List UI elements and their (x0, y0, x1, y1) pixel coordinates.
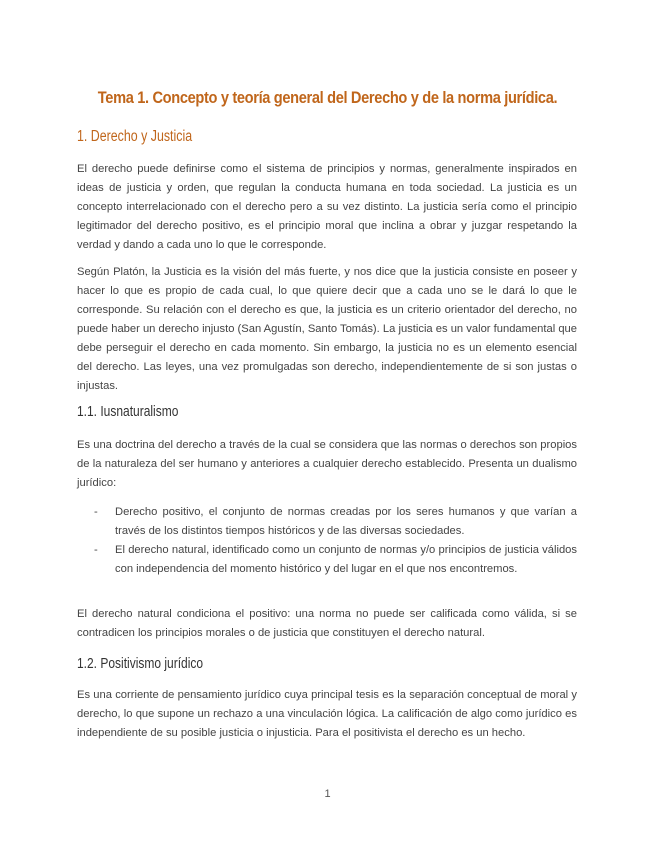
paragraph-derecho-definicion: El derecho puede definirse como el sistema de principios y normas, generalmente inspirados en ideas de justicia y orden, que regulan la conducta humana en toda sociedad. La justicia es un concepto interrelacionado con el derecho pero a su vez distinto. La justicia sería como el principio legitimador del derecho positivo, es el principio moral que inclina a obrar y juzgar respetando la verdad y dando a cada uno lo que le corresponde. (77, 163, 577, 251)
document-title: Tema 1. Concepto y teoría general del Derecho y de la norma jurídica. (97, 88, 558, 107)
section-heading-iusnaturalismo: 1.1. Iusnaturalismo (77, 403, 179, 420)
paragraph-iusnaturalismo-intro: Es una doctrina del derecho a través de la cual se considera que las normas o derechos son propios de la naturaleza del ser humano y anteriores a cualquier derecho establecido. Presenta un dualismo jurídico: (77, 439, 577, 489)
paragraph-derecho-natural: El derecho natural condiciona el positivo: una norma no puede ser calificada como válida, si se contradicen los principios morales o de justicia que constituyen el derecho natural. (77, 608, 577, 639)
list-item (77, 541, 577, 579)
section-heading-derecho-justicia: 1. Derecho y Justicia (77, 128, 193, 145)
page-number: 1 (324, 788, 331, 800)
paragraph-positivismo: Es una corriente de pensamiento jurídico cuya principal tesis es la separación conceptual de moral y derecho, lo que supone un rechazo a una vinculación lógica. La calificación de algo como jurídico es independiente de su posible justicia o injusticia. Para el positivista el derecho es un hecho. (77, 689, 577, 739)
list-item-text: El derecho natural, identificado como un conjunto de normas y/o principios de justicia válidos con independencia del momento histórico y del lugar en el que nos encontremos. (115, 544, 577, 575)
section-heading-positivismo: 1.2. Positivismo jurídico (77, 655, 204, 672)
list-item-text: Derecho positivo, el conjunto de normas creadas por los seres humanos y que varían a través de los distintos tiempos históricos y de las diversas sociedades. (115, 506, 577, 537)
bullet-dash: - (94, 544, 98, 556)
dualism-list (77, 503, 577, 579)
paragraph-platon-justicia: Según Platón, la Justicia es la visión del más fuerte, y nos dice que la justicia consiste en poseer y hacer lo que es propio de cada cual, lo que quiere decir que a cada uno se le dará lo que le corresponde. Su relación con el derecho es que, la justicia es un criterio orientador del derecho, no puede haber un derecho injusto (San Agustín, Santo Tomás). La justicia es un valor fundamental que debe perseguir el derecho en cada momento. Sin embargo, la justicia no es un elemento esencial del derecho. Las leyes, una vez promulgadas son derecho, independientemente de si son justas o injustas. (77, 266, 577, 392)
list-item (77, 503, 577, 541)
bullet-dash: - (94, 506, 98, 518)
